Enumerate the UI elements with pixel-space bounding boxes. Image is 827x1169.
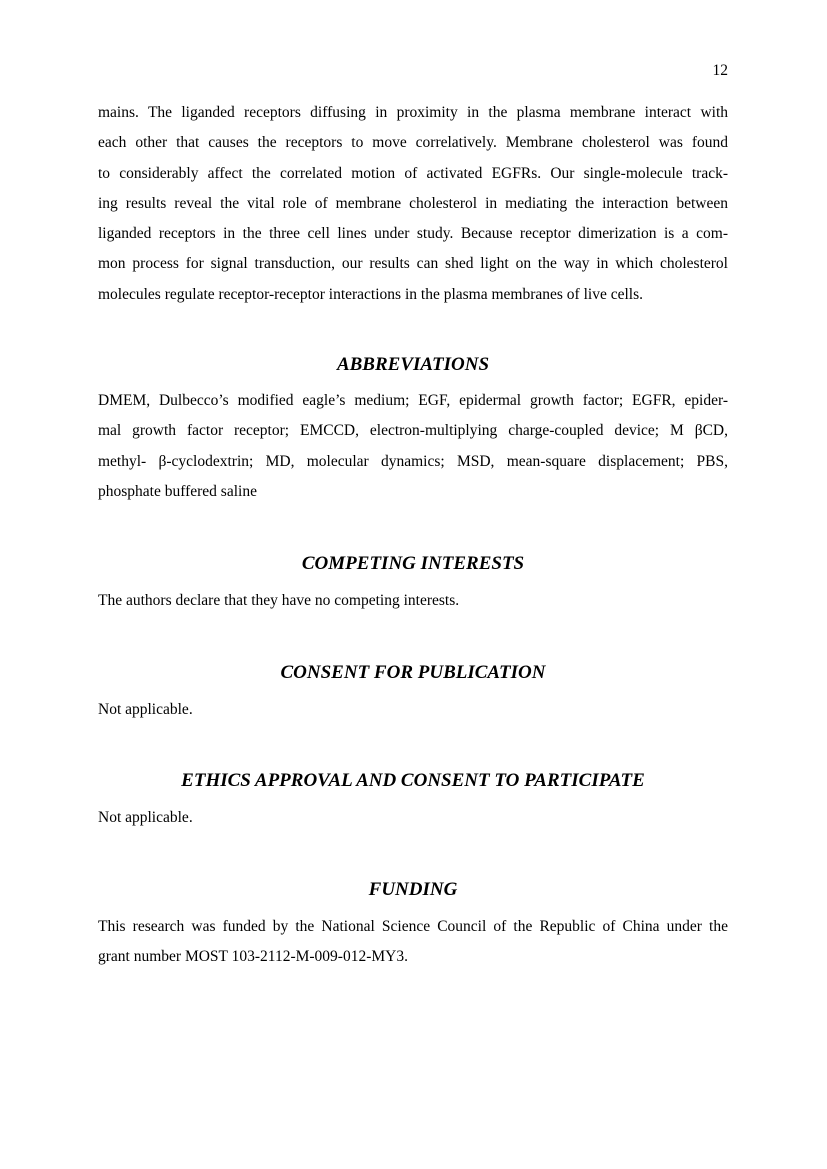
paragraph-line: methyl- β-cyclodextrin; MD, molecular dynamics; MSD, mean-square displacement; PBS, [98,452,728,470]
ethics-paragraph [98,803,728,833]
consent-publication-paragraph [98,695,728,725]
paragraph-line: liganded receptors in the three cell lines under study. Because receptor dimerization is a com- [98,225,728,243]
paragraph-line: DMEM, Dulbecco’s modified eagle’s medium; EGF, epidermal growth factor; EGFR, epider- [98,392,728,409]
consent-publication-heading: CONSENT FOR PUBLICATION [280,662,546,683]
paragraph-line: molecules regulate receptor-receptor interactions in the plasma membranes of live cells. [98,285,643,303]
funding-paragraph [98,912,728,973]
paragraph-line: mon process for signal transduction, our results can shed light on the way in which cholesterol [98,255,728,273]
paragraph-line: grant number MOST 103-2112-M-009-012-MY3. [98,948,408,966]
paragraph-line: This research was funded by the National Science Council of the Republic of China under the [98,918,728,935]
paragraph-line: The authors declare that they have no competing interests. [98,592,460,609]
paragraph-line: ing results reveal the vital role of membrane cholesterol in mediating the interaction between [98,194,728,212]
paragraph-line: Not applicable. [98,701,193,718]
intro-paragraph [98,98,728,310]
abbreviations-paragraph [98,386,728,507]
paragraph-line: to considerably affect the correlated motion of activated EGFRs. Our single-molecule track- [98,164,728,182]
paragraph-line: phosphate buffered saline [98,482,257,500]
ethics-heading: ETHICS APPROVAL AND CONSENT TO PARTICIPATE [181,770,645,791]
funding-heading: FUNDING [368,879,458,900]
paragraph-line: mal growth factor receptor; EMCCD, electron-multiplying charge-coupled device; M βCD, [98,422,728,440]
paragraph-line: mains. The liganded receptors diffusing in proximity in the plasma membrane interact with [98,104,728,121]
paragraph-line: each other that causes the receptors to move correlatively. Membrane cholesterol was found [98,134,728,152]
competing-interests-paragraph [98,586,728,616]
page-number: 12 [712,62,728,79]
competing-interests-heading: COMPETING INTERESTS [301,553,525,574]
paragraph-line: Not applicable. [98,809,193,826]
abbreviations-heading: ABBREVIATIONS [336,354,490,375]
